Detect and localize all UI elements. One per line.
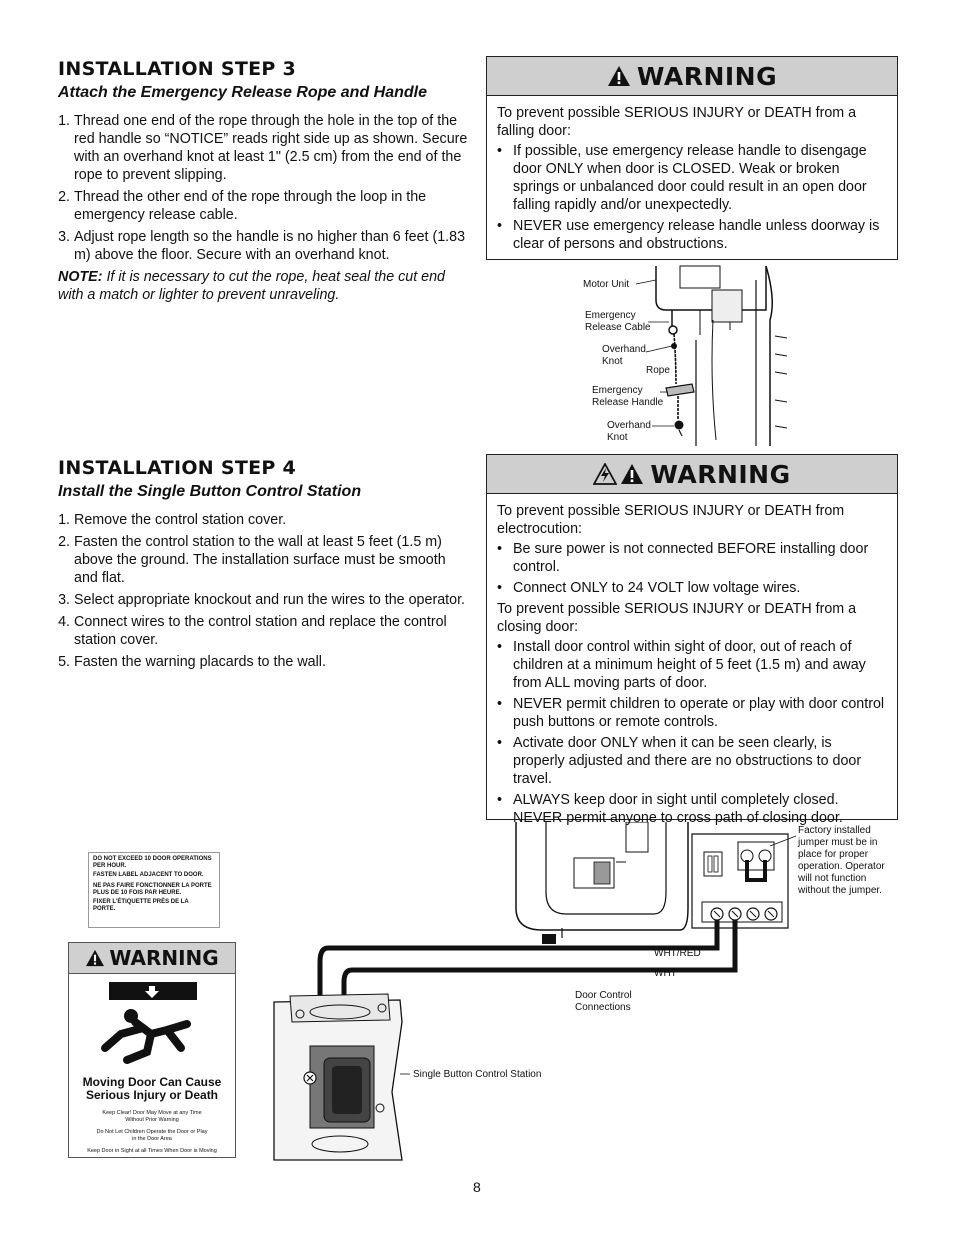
placard-header xyxy=(69,943,235,974)
label-wht: WHT xyxy=(654,968,677,979)
step3-item: 3. Adjust rope length so the handle is no higher than 6 feet (1.83 m) above the floor. Secure with an overhand knot. xyxy=(74,228,470,264)
crushed-person-icon xyxy=(69,980,235,1072)
warning-header xyxy=(487,57,897,96)
step4-title: INSTALLATION STEP 4 xyxy=(58,457,297,479)
warning-bullet: • NEVER use emergency release handle unless doorway is clear of persons and obstructions. xyxy=(513,217,887,253)
warning-triangle-icon xyxy=(85,949,105,967)
warning-bullets xyxy=(497,638,887,827)
label-door-control-connections: Door Control Connections xyxy=(575,990,632,1013)
label-overhand-knot-lower: Overhand Knot xyxy=(607,420,651,443)
label-motor-unit: Motor Unit xyxy=(583,279,630,290)
warning-box-falling-door xyxy=(486,56,898,260)
step4-list xyxy=(58,511,470,671)
placard-warning-word: WARNING xyxy=(109,946,219,970)
page-number: 8 xyxy=(473,1179,481,1195)
warning-bullet: • ALWAYS keep door in sight until completely closed. NEVER permit anyone to cross path of closing door. xyxy=(513,791,887,827)
label-line: DO NOT EXCEED 10 DOOR OPERATIONS xyxy=(93,856,212,862)
placard-instructions: Keep Clear! Door May Move at any Time Without Prior Warning Do Not Let Children Operate the Door or Play in the Door Area Keep Door in Sight at all Times When Door is Moving xyxy=(87,1110,217,1154)
step3-item: 2. Thread the other end of the rope through the loop in the emergency release cable. xyxy=(74,188,470,224)
step4-item: 1. Remove the control station cover. xyxy=(74,511,470,529)
label-wht-red: WHT/RED xyxy=(654,948,701,959)
step4-item: 2. Fasten the control station to the wall at least 5 feet (1.5 m) above the ground. The installation surface must be smooth and flat. xyxy=(74,533,470,587)
label-single-button-station: Single Button Control Station xyxy=(413,1069,542,1080)
warning-body xyxy=(487,494,897,838)
label-line: PLUS DE 10 FOIS PAR HEURE. xyxy=(93,890,182,896)
warning-bullets xyxy=(497,540,887,597)
step3-subtitle: Attach the Emergency Release Rope and Handle xyxy=(58,84,427,101)
label-overhand-knot-upper: Overhand Knot xyxy=(602,344,646,367)
warning-intro: To prevent possible SERIOUS INJURY or DEATH from a falling door: xyxy=(497,105,857,139)
step4-item: 5. Fasten the warning placards to the wall. xyxy=(74,653,470,671)
note-label: NOTE: xyxy=(58,269,103,285)
step3-list xyxy=(58,112,470,264)
warning-intro: To prevent possible SERIOUS INJURY or DEATH from a closing door: xyxy=(497,601,857,635)
electric-shock-icon xyxy=(593,463,617,485)
warning-bullets xyxy=(497,142,887,253)
step3-note xyxy=(58,268,470,304)
step3-item: 1. Thread one end of the rope through the hole in the top of the red handle so “NOTICE” reads right side up as shown. Secure with an overhand knot at least 1" (2.5 cm) from the end of the rope to prevent slipping. xyxy=(74,112,470,184)
warning-body xyxy=(487,96,897,264)
note-text: If it is necessary to cut the rope, heat seal the cut end with a match or lighter to prevent unraveling. xyxy=(58,269,446,303)
label-emergency-release-cable: Emergency Release Cable xyxy=(585,310,651,333)
label-line: PORTE. xyxy=(93,906,116,912)
warning-bullet: • If possible, use emergency release handle to disengage door ONLY when door is CLOSED. Weak or broken springs or unbalanced door could result in an open door falling rapidly and/or unexpectedly. xyxy=(513,142,887,214)
step4-item: 3. Select appropriate knockout and run the wires to the operator. xyxy=(74,591,470,609)
label-line: FIXER L'ÉTIQUETTE PRÈS DE LA xyxy=(93,899,189,905)
warning-bullet: • Connect ONLY to 24 VOLT low voltage wires. xyxy=(513,579,887,597)
warning-bullet: • Be sure power is not connected BEFORE installing door control. xyxy=(513,540,887,576)
label-line: PER HOUR. xyxy=(93,863,127,869)
warning-bullet: • Activate door ONLY when it can be seen clearly, is properly adjusted and there are no obstructions to door travel. xyxy=(513,734,887,788)
wiring-diagram xyxy=(270,822,800,1162)
warning-triangle-icon xyxy=(607,65,631,87)
rope-handle-diagram xyxy=(570,260,800,446)
warning-placard xyxy=(68,942,236,1158)
step3-title: INSTALLATION STEP 3 xyxy=(58,58,297,80)
warning-word: WARNING xyxy=(636,61,778,91)
step4-subtitle: Install the Single Button Control Station xyxy=(58,483,362,500)
placard-headline: Moving Door Can Cause Serious Injury or Death xyxy=(82,1075,222,1102)
step3-section xyxy=(58,58,470,304)
warning-box-electrocution xyxy=(486,454,898,826)
label-line: FASTEN LABEL ADJACENT TO DOOR. xyxy=(93,872,204,878)
label-line: NE PAS FAIRE FONCTIONNER LA PORTE xyxy=(93,883,212,889)
operations-label-card xyxy=(88,852,220,928)
step4-section xyxy=(58,457,470,675)
label-factory-jumper: Factory installed jumper must be in place for proper operation. Operator will not function without the jumper. xyxy=(798,825,885,896)
warning-triangle-icon xyxy=(620,463,644,485)
warning-word: WARNING xyxy=(650,459,791,489)
step4-item: 4. Connect wires to the control station and replace the control station cover. xyxy=(74,613,470,649)
label-rope: Rope xyxy=(646,365,670,376)
label-emergency-release-handle: Emergency Release Handle xyxy=(592,385,664,408)
warning-intro: To prevent possible SERIOUS INJURY or DEATH from electrocution: xyxy=(497,503,845,537)
warning-bullet: • Install door control within sight of door, out of reach of children at a minimum height of 5 feet (1.5 m) and away from ALL moving parts of door. xyxy=(513,638,887,692)
warning-header xyxy=(487,455,897,494)
warning-bullet: • NEVER permit children to operate or play with door control push buttons or remote controls. xyxy=(513,695,887,731)
